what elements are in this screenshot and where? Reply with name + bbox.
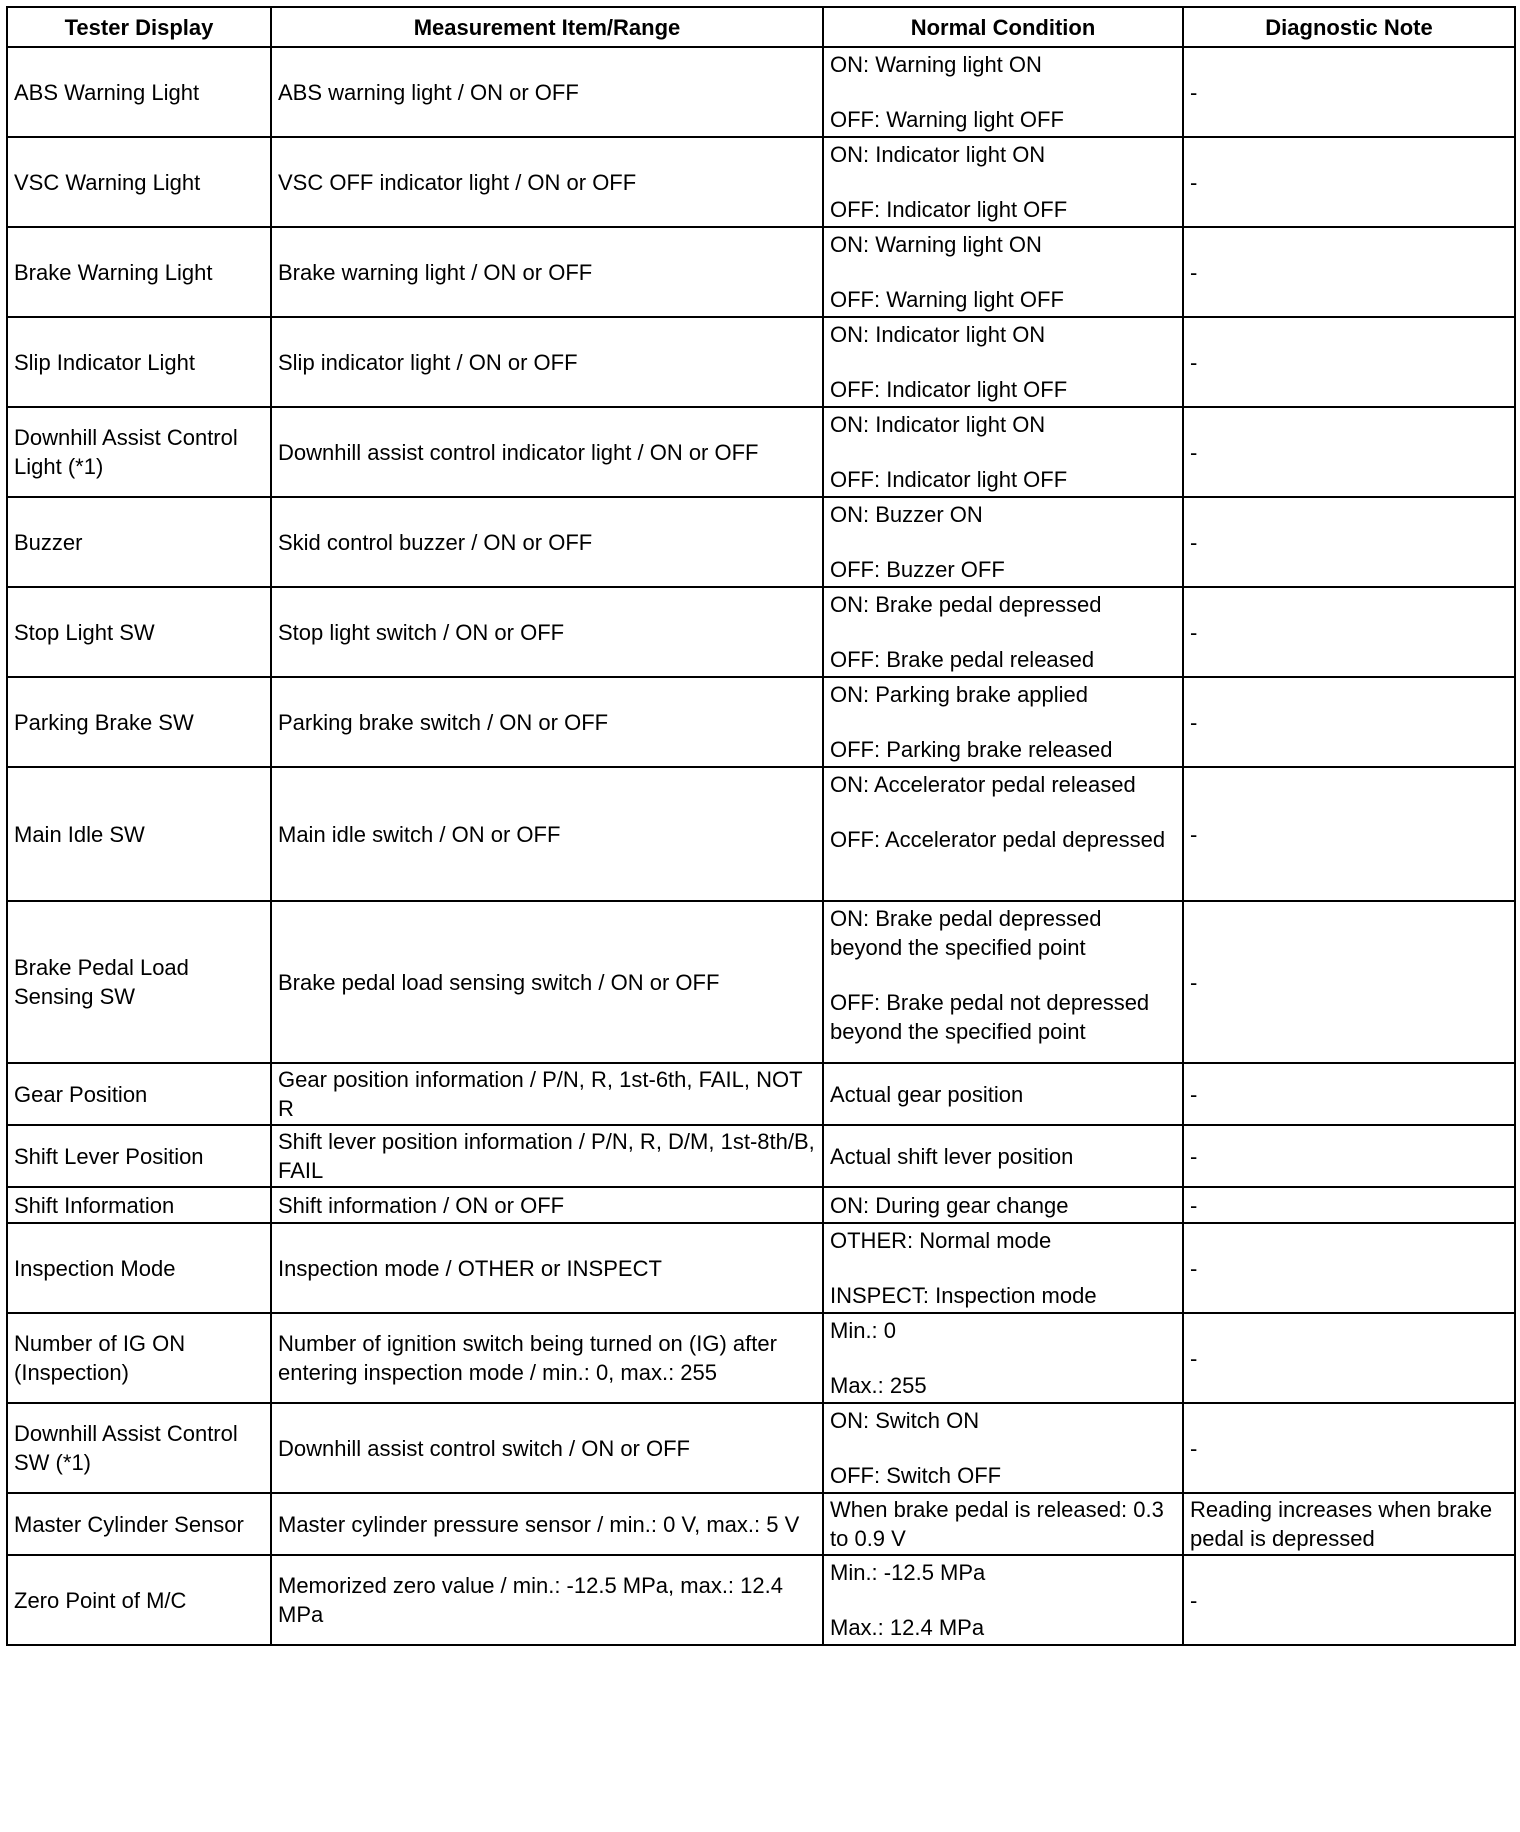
table-row bbox=[7, 47, 1515, 137]
cell-tester-display: Slip Indicator Light bbox=[7, 317, 271, 407]
cell-normal-condition bbox=[823, 1223, 1183, 1313]
cell-tester-display: Master Cylinder Sensor bbox=[7, 1493, 271, 1555]
cell-diagnostic-note: - bbox=[1183, 767, 1515, 901]
cell-measurement-item: Shift information / ON or OFF bbox=[271, 1187, 823, 1223]
cell-diagnostic-note: - bbox=[1183, 227, 1515, 317]
data-table bbox=[6, 6, 1516, 1646]
cell-measurement-item: VSC OFF indicator light / ON or OFF bbox=[271, 137, 823, 227]
cell-tester-display: Parking Brake SW bbox=[7, 677, 271, 767]
table-row bbox=[7, 497, 1515, 587]
cell-tester-display: Zero Point of M/C bbox=[7, 1555, 271, 1645]
cell-normal-condition bbox=[823, 317, 1183, 407]
condition-line: ON: Brake pedal depressed bbox=[830, 592, 1102, 617]
cell-normal-condition bbox=[823, 1063, 1183, 1125]
condition-line: OTHER: Normal mode bbox=[830, 1228, 1052, 1253]
condition-line: INSPECT: Inspection mode bbox=[830, 1283, 1097, 1308]
cell-diagnostic-note: - bbox=[1183, 137, 1515, 227]
table-row bbox=[7, 1555, 1515, 1645]
cell-tester-display: Brake Pedal Load Sensing SW bbox=[7, 901, 271, 1063]
cell-tester-display: ABS Warning Light bbox=[7, 47, 271, 137]
cell-diagnostic-note: - bbox=[1183, 1313, 1515, 1403]
condition-line: Actual shift lever position bbox=[830, 1143, 1074, 1169]
table-row bbox=[7, 587, 1515, 677]
header-normal-condition: Normal Condition bbox=[823, 7, 1183, 47]
cell-measurement-item: Slip indicator light / ON or OFF bbox=[271, 317, 823, 407]
condition-line: Max.: 255 bbox=[830, 1373, 927, 1398]
cell-measurement-item: Parking brake switch / ON or OFF bbox=[271, 677, 823, 767]
cell-tester-display: Downhill Assist Control Light (*1) bbox=[7, 407, 271, 497]
cell-normal-condition bbox=[823, 1187, 1183, 1223]
cell-tester-display: Downhill Assist Control SW (*1) bbox=[7, 1403, 271, 1493]
cell-tester-display: Shift Information bbox=[7, 1187, 271, 1223]
cell-measurement-item: ABS warning light / ON or OFF bbox=[271, 47, 823, 137]
cell-tester-display: Gear Position bbox=[7, 1063, 271, 1125]
cell-diagnostic-note: - bbox=[1183, 587, 1515, 677]
cell-diagnostic-note: Reading increases when brake pedal is depressed bbox=[1183, 1493, 1515, 1555]
cell-diagnostic-note: - bbox=[1183, 1223, 1515, 1313]
cell-diagnostic-note: - bbox=[1183, 1555, 1515, 1645]
table-row bbox=[7, 317, 1515, 407]
condition-line: ON: Warning light ON bbox=[830, 232, 1042, 257]
cell-measurement-item: Gear position information / P/N, R, 1st-6th, FAIL, NOT R bbox=[271, 1063, 823, 1125]
condition-line: ON: Indicator light ON bbox=[830, 142, 1046, 167]
table-row bbox=[7, 407, 1515, 497]
cell-diagnostic-note: - bbox=[1183, 1063, 1515, 1125]
table-row bbox=[7, 1493, 1515, 1555]
cell-measurement-item: Memorized zero value / min.: -12.5 MPa, max.: 12.4 MPa bbox=[271, 1555, 823, 1645]
cell-diagnostic-note: - bbox=[1183, 1403, 1515, 1493]
cell-measurement-item: Brake warning light / ON or OFF bbox=[271, 227, 823, 317]
cell-normal-condition bbox=[823, 1403, 1183, 1493]
condition-line: ON: Indicator light ON bbox=[830, 322, 1046, 347]
cell-normal-condition bbox=[823, 1313, 1183, 1403]
condition-line: OFF: Indicator light OFF bbox=[830, 467, 1068, 492]
cell-normal-condition bbox=[823, 407, 1183, 497]
cell-measurement-item: Main idle switch / ON or OFF bbox=[271, 767, 823, 901]
header-measurement-item: Measurement Item/Range bbox=[271, 7, 823, 47]
condition-line: When brake pedal is released: 0.3 to 0.9 V bbox=[830, 1497, 1164, 1551]
cell-normal-condition bbox=[823, 497, 1183, 587]
condition-line: OFF: Buzzer OFF bbox=[830, 557, 1005, 582]
condition-line: ON: Indicator light ON bbox=[830, 412, 1046, 437]
cell-normal-condition bbox=[823, 227, 1183, 317]
condition-line: OFF: Warning light OFF bbox=[830, 287, 1064, 312]
cell-measurement-item: Downhill assist control indicator light / ON or OFF bbox=[271, 407, 823, 497]
condition-line: Min.: 0 bbox=[830, 1318, 897, 1343]
table-row bbox=[7, 227, 1515, 317]
condition-line: Min.: -12.5 MPa bbox=[830, 1560, 986, 1585]
condition-line: Actual gear position bbox=[830, 1081, 1024, 1107]
condition-line: OFF: Indicator light OFF bbox=[830, 377, 1068, 402]
condition-line: ON: Buzzer ON bbox=[830, 502, 983, 527]
condition-line: OFF: Warning light OFF bbox=[830, 107, 1064, 132]
cell-diagnostic-note: - bbox=[1183, 1125, 1515, 1187]
condition-line: ON: Switch ON bbox=[830, 1408, 980, 1433]
condition-line: ON: Parking brake applied bbox=[830, 682, 1089, 707]
cell-tester-display: Number of IG ON (Inspection) bbox=[7, 1313, 271, 1403]
cell-diagnostic-note: - bbox=[1183, 407, 1515, 497]
cell-tester-display: Brake Warning Light bbox=[7, 227, 271, 317]
table-row bbox=[7, 1187, 1515, 1223]
table-row bbox=[7, 137, 1515, 227]
cell-diagnostic-note: - bbox=[1183, 1187, 1515, 1223]
cell-measurement-item: Master cylinder pressure sensor / min.: 0 V, max.: 5 V bbox=[271, 1493, 823, 1555]
cell-tester-display: Stop Light SW bbox=[7, 587, 271, 677]
header-diagnostic-note: Diagnostic Note bbox=[1183, 7, 1515, 47]
cell-measurement-item: Shift lever position information / P/N, R, D/M, 1st-8th/B, FAIL bbox=[271, 1125, 823, 1187]
cell-diagnostic-note: - bbox=[1183, 901, 1515, 1063]
cell-normal-condition bbox=[823, 587, 1183, 677]
cell-measurement-item: Downhill assist control switch / ON or OFF bbox=[271, 1403, 823, 1493]
cell-tester-display: Shift Lever Position bbox=[7, 1125, 271, 1187]
cell-normal-condition bbox=[823, 901, 1183, 1063]
condition-line: Max.: 12.4 MPa bbox=[830, 1615, 985, 1640]
cell-measurement-item: Inspection mode / OTHER or INSPECT bbox=[271, 1223, 823, 1313]
condition-line: ON: Warning light ON bbox=[830, 52, 1042, 77]
table-row bbox=[7, 1063, 1515, 1125]
table-row bbox=[7, 677, 1515, 767]
cell-measurement-item: Brake pedal load sensing switch / ON or OFF bbox=[271, 901, 823, 1063]
table-row bbox=[7, 1403, 1515, 1493]
condition-line: ON: Brake pedal depressed beyond the specified point bbox=[830, 906, 1102, 960]
cell-diagnostic-note: - bbox=[1183, 317, 1515, 407]
cell-diagnostic-note: - bbox=[1183, 47, 1515, 137]
table-row bbox=[7, 767, 1515, 901]
cell-normal-condition bbox=[823, 137, 1183, 227]
cell-normal-condition bbox=[823, 1555, 1183, 1645]
header-row bbox=[7, 7, 1515, 47]
condition-line: ON: Accelerator pedal released bbox=[830, 772, 1136, 797]
cell-normal-condition bbox=[823, 1125, 1183, 1187]
table-row bbox=[7, 901, 1515, 1063]
cell-measurement-item: Number of ignition switch being turned on (IG) after entering inspection mode / min.: 0, max.: 255 bbox=[271, 1313, 823, 1403]
condition-line: OFF: Parking brake released bbox=[830, 737, 1113, 762]
condition-line: OFF: Indicator light OFF bbox=[830, 197, 1068, 222]
table-row bbox=[7, 1125, 1515, 1187]
cell-normal-condition bbox=[823, 767, 1183, 901]
condition-line: OFF: Brake pedal released bbox=[830, 647, 1095, 672]
cell-tester-display: Buzzer bbox=[7, 497, 271, 587]
cell-tester-display: Inspection Mode bbox=[7, 1223, 271, 1313]
condition-line: ON: During gear change bbox=[830, 1192, 1069, 1218]
cell-normal-condition bbox=[823, 1493, 1183, 1555]
cell-normal-condition bbox=[823, 677, 1183, 767]
cell-tester-display: Main Idle SW bbox=[7, 767, 271, 901]
cell-measurement-item: Skid control buzzer / ON or OFF bbox=[271, 497, 823, 587]
condition-line: OFF: Brake pedal not depressed beyond the specified point bbox=[830, 990, 1150, 1044]
cell-measurement-item: Stop light switch / ON or OFF bbox=[271, 587, 823, 677]
cell-normal-condition bbox=[823, 47, 1183, 137]
table-row bbox=[7, 1313, 1515, 1403]
condition-line: OFF: Accelerator pedal depressed bbox=[830, 827, 1166, 852]
cell-tester-display: VSC Warning Light bbox=[7, 137, 271, 227]
header-tester-display: Tester Display bbox=[7, 7, 271, 47]
table-body bbox=[7, 47, 1515, 1645]
condition-line: OFF: Switch OFF bbox=[830, 1463, 1002, 1488]
cell-diagnostic-note: - bbox=[1183, 497, 1515, 587]
table-row bbox=[7, 1223, 1515, 1313]
cell-diagnostic-note: - bbox=[1183, 677, 1515, 767]
